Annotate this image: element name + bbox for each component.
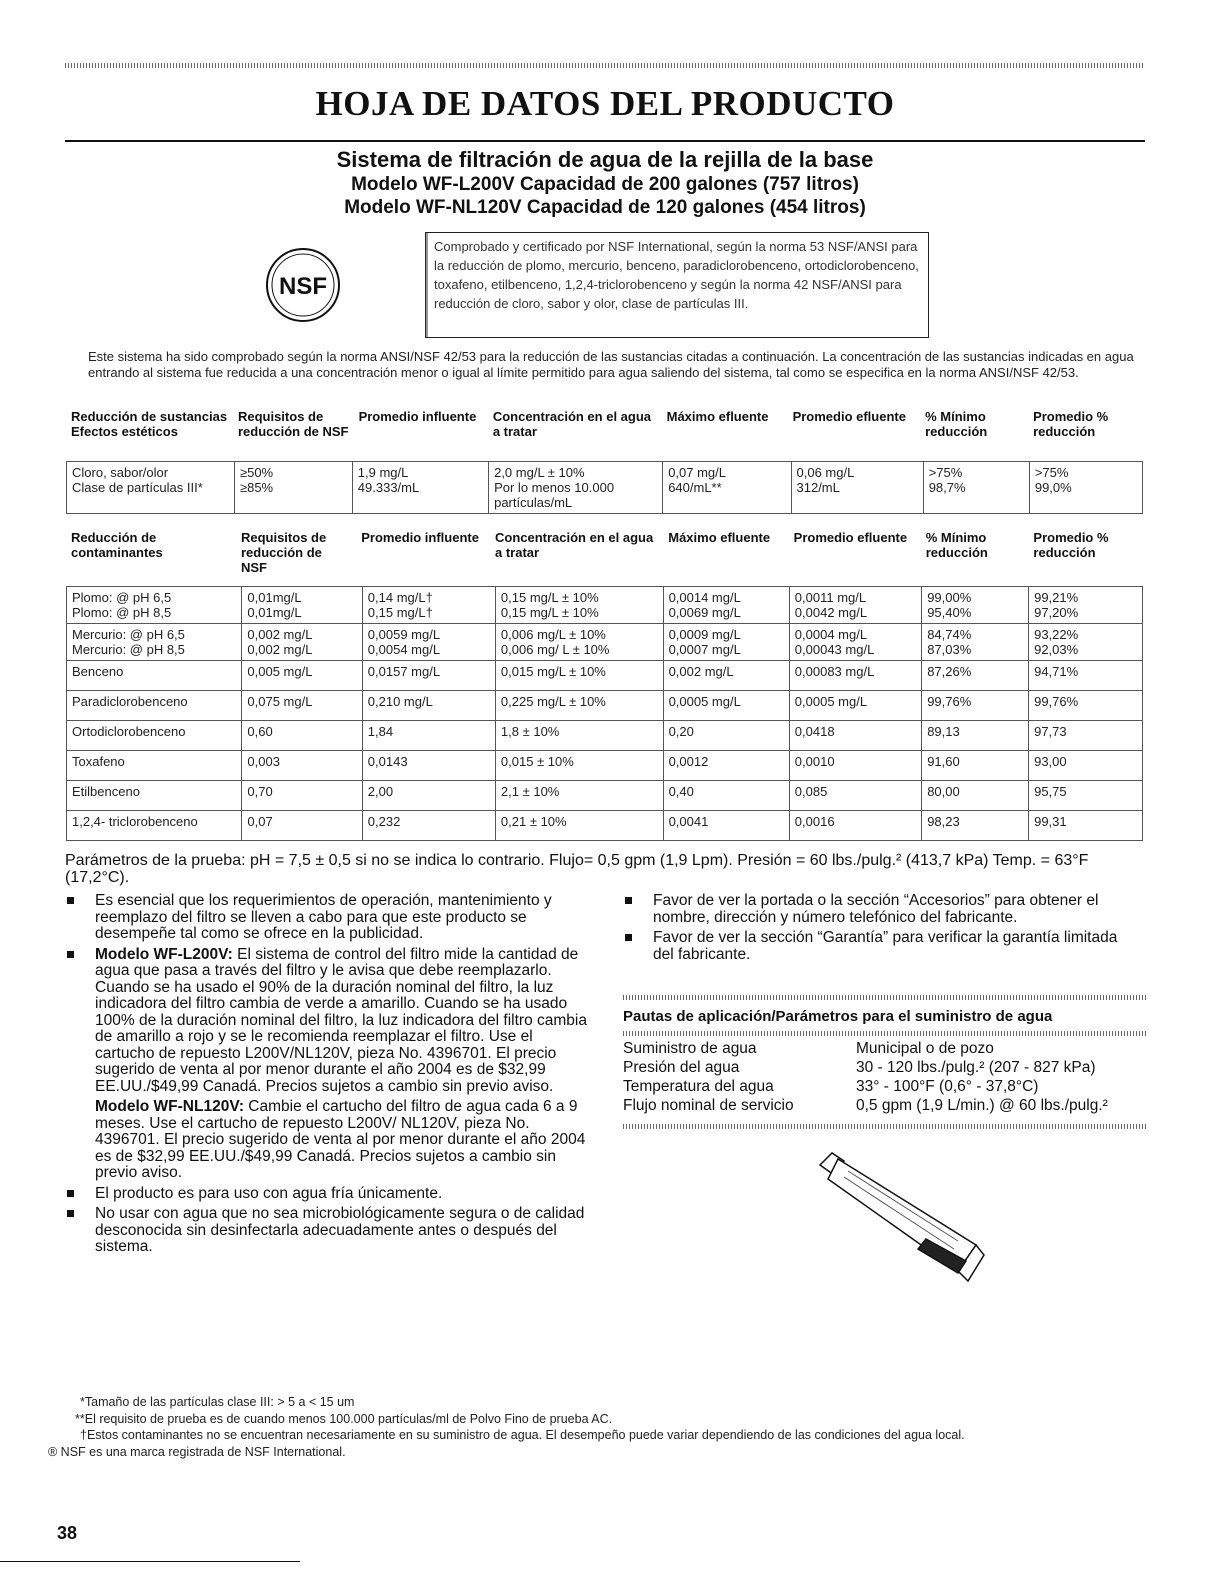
table-cell: 0,0011 mg/L 0,0042 mg/L	[789, 587, 921, 624]
table-row	[67, 587, 1143, 624]
table-cell: 0,0418	[789, 721, 921, 751]
aesthetic-table	[66, 461, 1143, 514]
table-cell: 0,015 mg/L ± 10%	[495, 661, 663, 691]
table-cell: 0,0016	[789, 811, 921, 841]
guideline-value: 33° - 100°F (0,6° - 37,8°C)	[856, 1078, 1039, 1095]
table-cell: 0,002 mg/L	[663, 661, 789, 691]
table-cell: 99,76%	[1029, 691, 1143, 721]
bullet-item: Favor de ver la portada o la sección “Accesorios” para obtener el nombre, dirección y número telefónico del fabricante.	[623, 893, 1133, 926]
table-cell: Toxafeno	[67, 751, 242, 781]
table-cell: 91,60	[922, 751, 1029, 781]
table-cell: 99,00% 95,40%	[922, 587, 1029, 624]
table-cell: 0,0041	[663, 811, 789, 841]
bullet-item: Modelo WF-L200V: El sistema de control del filtro mide la cantidad de agua que pasa a través del filtro y le avisa que debe reemplazarlo. Cuando se ha usado el 90% de la duración nominal del filtro, la luz indicadora del filtro cambia de verde a amarillo. Cuando se ha usado 100% de la duración nominal del filtro, la luz indicadora del filtro cambia de amarillo a rojo y se le recomienda reemplazar el filtro. Use el cartucho de repuesto L200V/NL120V, pieza No. 4396701. El precio sugerido de venta al por menor durante el año 2004 es de $32,99 EE.UU./$49,99 Canadá. Precios sujetos a cambio sin previo aviso.	[65, 947, 595, 1096]
contaminant-table	[66, 586, 1143, 841]
aesthetic-table-header	[66, 409, 1143, 439]
column-header: Requisitos de reducción de NSF	[240, 530, 327, 575]
footnote: **El requisito de prueba es de cuando menos 100.000 partículas/ml de Polvo Fino de prueba AC.	[75, 1411, 613, 1426]
table-row	[67, 781, 1143, 811]
footnote: *Tamaño de las partículas clase III: > 5 a < 15 um	[80, 1395, 355, 1409]
bullet-item: Favor de ver la sección “Garantía” para verificar la garantía limitada del fabricante.	[623, 930, 1133, 963]
column-header: % Mínimo reducción	[925, 409, 988, 439]
table-cell: 0,01mg/L 0,01mg/L	[242, 587, 362, 624]
table-cell: >75% 99,0%	[1029, 462, 1142, 514]
column-header: Promedio influente	[358, 409, 477, 424]
table-row	[67, 661, 1143, 691]
table-cell: 0,0012	[663, 751, 789, 781]
table-cell: 1,2,4- triclorobenceno	[67, 811, 242, 841]
table-cell: 0,005 mg/L	[242, 661, 362, 691]
table-cell: Ortodiclorobenceno	[67, 721, 242, 751]
title-rule	[65, 140, 1145, 142]
column-header: Promedio efluente	[792, 409, 906, 424]
table-cell: 0,002 mg/L 0,002 mg/L	[242, 624, 362, 661]
guidelines-table	[623, 1039, 1146, 1115]
table-cell: 0,0009 mg/L 0,0007 mg/L	[663, 624, 789, 661]
test-parameters: Parámetros de la prueba: pH = 7,5 ± 0,5 si no se indica lo contrario. Flujo= 0,5 gpm (1,9 Lpm). Presión = 60 lbs./pulg.² (413,7 kPa) Temp. = 63°F (17,2°C).	[65, 852, 1089, 886]
table-cell: 89,13	[922, 721, 1029, 751]
bullet-square-icon	[67, 1210, 74, 1217]
table-cell: 0,210 mg/L	[362, 691, 495, 721]
bullet-item: Es esencial que los requerimientos de operación, mantenimiento y reemplazo del filtro se lleven a cabo para que este producto se desempeñe tal como se ofrece en la publicidad.	[65, 893, 595, 943]
table-cell: 0,075 mg/L	[242, 691, 362, 721]
column-header: Requisitos de reducción de NSF	[237, 409, 349, 439]
table-cell: 80,00	[922, 781, 1029, 811]
product-heading: Sistema de filtración de agua de la rejilla de la base	[336, 147, 874, 172]
bullet-square-icon	[67, 1190, 74, 1197]
column-header: Concentración en el agua a tratar	[494, 530, 654, 560]
table-row	[67, 691, 1143, 721]
table-cell: 1,9 mg/L 49.333/mL	[352, 462, 488, 514]
guideline-value: Municipal o de pozo	[856, 1040, 994, 1057]
table-cell: 93,00	[1029, 751, 1143, 781]
bullet-item: No usar con agua que no sea microbiológicamente segura o de calidad desconocida sin desinfectarla adecuadamente antes o después del sistema.	[65, 1206, 595, 1256]
table-cell: 0,015 ± 10%	[495, 751, 663, 781]
filter-cartridge-image	[808, 1145, 986, 1285]
table-cell: 0,0005 mg/L	[663, 691, 789, 721]
guidelines-hatch-rule	[623, 995, 1146, 1000]
table-cell: 2,00	[362, 781, 495, 811]
page-title: HOJA DE DATOS DEL PRODUCTO	[315, 84, 895, 123]
guideline-key: Presión del agua	[623, 1059, 740, 1076]
guideline-row	[623, 1058, 1146, 1077]
table-cell: 0,0005 mg/L	[789, 691, 921, 721]
table-cell: 94,71%	[1029, 661, 1143, 691]
guideline-key: Temperatura del agua	[623, 1078, 774, 1095]
table-cell: 0,003	[242, 751, 362, 781]
guideline-row	[623, 1096, 1146, 1115]
table-cell: 93,22% 92,03%	[1029, 624, 1143, 661]
table-cell: 1,84	[362, 721, 495, 751]
column-header: Promedio influente	[361, 530, 479, 545]
table-cell: Cloro, sabor/olor Clase de partículas III*	[67, 462, 235, 514]
column-header: Reducción de sustancias Efectos estéticos	[71, 409, 228, 439]
table-cell: 0,085	[789, 781, 921, 811]
table-cell: >75% 98,7%	[923, 462, 1029, 514]
guideline-row	[623, 1077, 1146, 1096]
table-cell: Plomo: @ pH 6,5 Plomo: @ pH 8,5	[67, 587, 242, 624]
table-cell: Etilbenceno	[67, 781, 242, 811]
left-bullets	[65, 893, 595, 1260]
bullet-square-icon	[625, 934, 632, 941]
table-cell: 0,06 mg/L 312/mL	[791, 462, 923, 514]
table-cell: 2,1 ± 10%	[495, 781, 663, 811]
guideline-key: Flujo nominal de servicio	[623, 1097, 794, 1114]
table-cell: 0,0059 mg/L 0,0054 mg/L	[362, 624, 495, 661]
guideline-row	[623, 1039, 1146, 1058]
model-label: Modelo WF-L200V:	[95, 945, 233, 963]
model-nl120v-heading: Modelo WF-NL120V Capacidad de 120 galones (454 litros)	[344, 197, 866, 218]
bullet-continuation: Modelo WF-NL120V: Cambie el cartucho del filtro de agua cada 6 a 9 meses. Use el cartucho de repuesto L200V/ NL120V, pieza No. 4396701. El precio sugerido de venta al por menor durante el año 2004 es de $32,99 EE.UU./$49,99 Canadá. Precios sujetos a cambio sin previo aviso.	[95, 1098, 586, 1181]
bullet-square-icon	[67, 897, 74, 904]
table-row	[67, 624, 1143, 661]
table-cell: Mercurio: @ pH 6,5 Mercurio: @ pH 8,5	[67, 624, 242, 661]
table-cell: 0,0143	[362, 751, 495, 781]
table-cell: 0,0157 mg/L	[362, 661, 495, 691]
table-cell: 0,225 mg/L ± 10%	[495, 691, 663, 721]
table-cell: 0,232	[362, 811, 495, 841]
column-header: Reducción de contaminantes	[71, 530, 163, 560]
guidelines-title: Pautas de aplicación/Parámetros para el suministro de agua	[623, 1008, 1053, 1025]
table-cell: 84,74% 87,03%	[922, 624, 1029, 661]
table-cell: 0,60	[242, 721, 362, 751]
table-cell: 95,75	[1029, 781, 1143, 811]
footnote: †Estos contaminantes no se encuentran necesariamente en su suministro de agua. El desempeño puede variar dependiendo de las condiciones del agua local.	[80, 1428, 965, 1442]
table-cell: 98,23	[922, 811, 1029, 841]
column-header: Promedio % reducción	[1033, 530, 1109, 560]
guideline-key: Suministro de agua	[623, 1040, 757, 1057]
table-cell: 97,73	[1029, 721, 1143, 751]
footnotes	[48, 1394, 1148, 1460]
table-row	[67, 811, 1143, 841]
contaminant-table-header	[66, 530, 1143, 575]
footnote: ® NSF es una marca registrada de NSF International.	[48, 1444, 346, 1459]
table-cell: 0,0010	[789, 751, 921, 781]
nsf-logo-icon	[265, 247, 341, 323]
table-cell: 99,76%	[922, 691, 1029, 721]
table-cell: Benceno	[67, 661, 242, 691]
column-header: Máximo efluente	[666, 409, 769, 424]
table-cell: ≥50% ≥85%	[234, 462, 352, 514]
certification-box: Comprobado y certificado por NSF International, según la norma 53 NSF/ANSI para la reducción de plomo, mercurio, benceno, paradiclorobenceno, ortodiclorobenceno, toxafeno, etilbenceno, 1,2,4-triclorobenceno y según la norma 42 NSF/ANSI para reducción de cloro, sabor y olor, clase de partículas III.	[425, 232, 929, 338]
top-hatch-rule	[65, 63, 1145, 68]
intro-paragraph: Este sistema ha sido comprobado según la norma ANSI/NSF 42/53 para la reducción de las sustancias citadas a continuación. La concentración de las sustancias indicadas en agua entrando al sistema fue reducida a una concentración menor o igual al límite permitido para agua saliendo del sistema, tal como se especifica en la norma ANSI/NSF 42/53.	[88, 349, 1134, 380]
table-cell: 0,0014 mg/L 0,0069 mg/L	[663, 587, 789, 624]
table-cell: 0,70	[242, 781, 362, 811]
bullet-item: El producto es para uso con agua fría únicamente.	[65, 1186, 595, 1203]
table-cell: 0,14 mg/L† 0,15 mg/L†	[362, 587, 495, 624]
model-l200v-heading: Modelo WF-L200V Capacidad de 200 galones (757 litros)	[351, 174, 859, 195]
table-cell: 99,21% 97,20%	[1029, 587, 1143, 624]
column-header: Promedio efluente	[793, 530, 908, 545]
column-header: Concentración en el agua a tratar	[492, 409, 652, 439]
bullet-square-icon	[625, 897, 632, 904]
table-cell: 0,07	[242, 811, 362, 841]
model-label: Modelo WF-NL120V:	[95, 1098, 244, 1115]
table-row	[67, 462, 1143, 514]
table-cell: 1,8 ± 10%	[495, 721, 663, 751]
table-cell: 0,20	[663, 721, 789, 751]
table-cell: 0,07 mg/L 640/mL**	[663, 462, 791, 514]
column-header: Máximo efluente	[668, 530, 771, 545]
page-number: 38	[57, 1523, 78, 1543]
table-row	[67, 751, 1143, 781]
column-header: % Mínimo reducción	[925, 530, 988, 560]
table-row	[67, 721, 1143, 751]
table-cell: 87,26%	[922, 661, 1029, 691]
table-cell: 0,006 mg/L ± 10% 0,006 mg/ L ± 10%	[495, 624, 663, 661]
table-cell: 2,0 mg/L ± 10% Por lo menos 10.000 partículas/mL	[489, 462, 663, 514]
guidelines-hatch-rule	[623, 1031, 1146, 1036]
table-cell: 99,31	[1029, 811, 1143, 841]
nsf-logo-text: NSF	[279, 273, 327, 300]
guideline-value: 30 - 120 lbs./pulg.² (207 - 827 kPa)	[856, 1059, 1096, 1076]
table-cell: 0,0004 mg/L 0,00043 mg/L	[789, 624, 921, 661]
table-cell: 0,15 mg/L ± 10% 0,15 mg/L ± 10%	[495, 587, 663, 624]
table-cell: 0,21 ± 10%	[495, 811, 663, 841]
table-cell: 0,40	[663, 781, 789, 811]
guidelines-hatch-rule	[623, 1124, 1146, 1129]
table-cell: Paradiclorobenceno	[67, 691, 242, 721]
bullet-square-icon	[67, 951, 74, 958]
table-cell: 0,00083 mg/L	[789, 661, 921, 691]
column-header: Promedio % reducción	[1033, 409, 1109, 439]
bottom-rule	[0, 1561, 300, 1562]
right-bullets	[623, 893, 1133, 967]
guideline-value: 0,5 gpm (1,9 L/min.) @ 60 lbs./pulg.²	[856, 1097, 1108, 1114]
